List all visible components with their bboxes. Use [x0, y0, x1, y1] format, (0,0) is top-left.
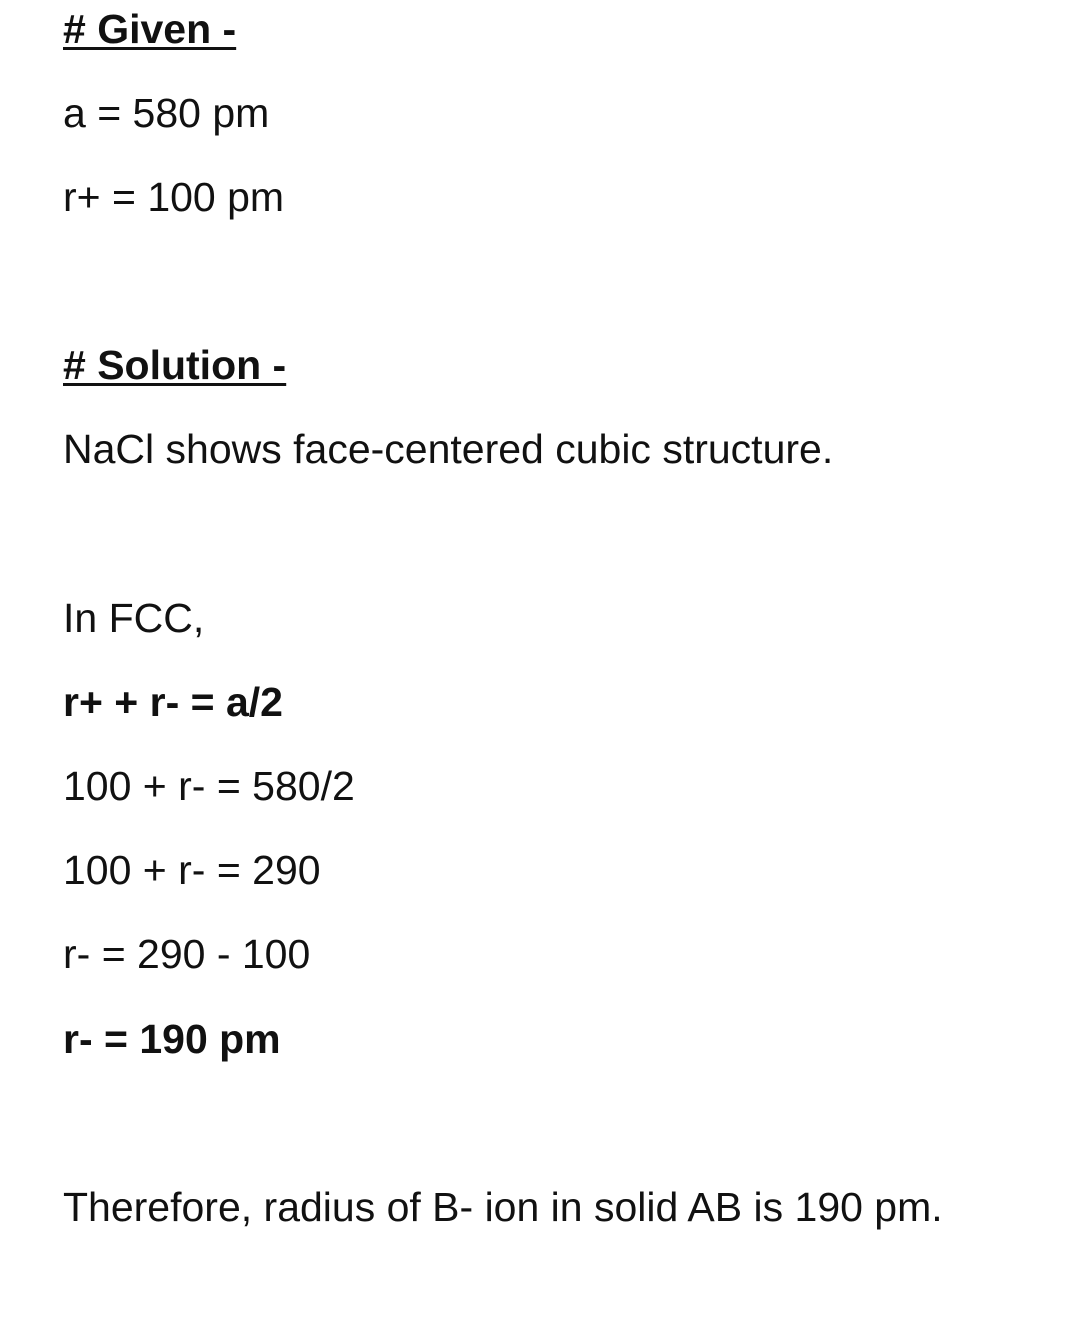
given-line-lattice-constant: a = 580 pm: [63, 90, 270, 136]
fcc-label: In FCC,: [63, 595, 205, 641]
result-line: r- = 190 pm: [63, 1016, 281, 1062]
radius-formula: r+ + r- = a/2: [63, 679, 283, 725]
given-line-cation-radius: r+ = 100 pm: [63, 174, 285, 220]
conclusion: Therefore, radius of B- ion in solid AB is 190 pm.: [63, 1184, 943, 1230]
given-heading: # Given -: [63, 6, 237, 52]
solution-intro: NaCl shows face-centered cubic structure.: [63, 426, 834, 472]
step-1: 100 + r- = 580/2: [63, 763, 355, 809]
solution-heading: # Solution -: [63, 342, 287, 388]
step-2: 100 + r- = 290: [63, 847, 321, 893]
step-3: r- = 290 - 100: [63, 931, 311, 977]
